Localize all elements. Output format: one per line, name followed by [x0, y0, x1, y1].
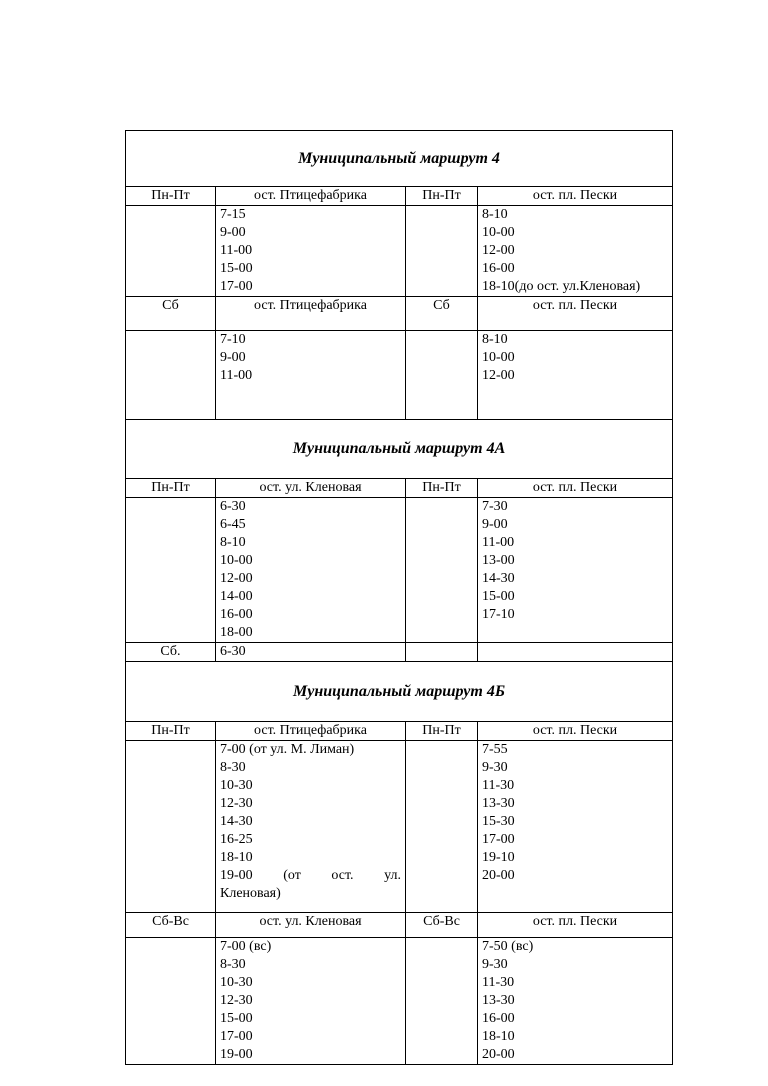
- departure-time: 9-30: [482, 957, 508, 972]
- departure-time: 13-30: [482, 796, 515, 811]
- empty-cell: [406, 938, 478, 1065]
- departure-time: 20-00: [482, 1047, 515, 1062]
- empty-cell: [126, 498, 216, 643]
- times-cell: [478, 206, 673, 297]
- departure-time: 8-30: [220, 760, 246, 775]
- stop-header: ост. Птицефабрика: [216, 297, 406, 331]
- departure-time: 11-00: [220, 368, 253, 383]
- day-label: Сб-Вс: [126, 913, 216, 938]
- departure-time: 7-30: [482, 499, 508, 514]
- stop-header: ост. пл. Пески: [478, 913, 673, 938]
- departure-time: 7-00 (от ул. М. Лиман): [220, 742, 355, 757]
- departure-time: 14-30: [220, 814, 253, 829]
- empty-cell: [126, 938, 216, 1065]
- schedule-table: [125, 130, 673, 1065]
- departure-time: 10-00: [220, 553, 253, 568]
- departure-time: 10-30: [220, 778, 253, 793]
- departure-time: 13-30: [482, 993, 515, 1008]
- departure-time: 10-00: [482, 350, 515, 365]
- departure-time: 11-30: [482, 778, 515, 793]
- departure-time-continuation: Кленовая): [220, 886, 281, 901]
- departure-time: 17-00: [482, 832, 515, 847]
- departure-time: 17-10: [482, 607, 515, 622]
- departure-time: 11-30: [482, 975, 515, 990]
- stop-header: ост. Птицефабрика: [216, 187, 406, 206]
- route-title: Муниципальный маршрут 4Б: [126, 662, 673, 722]
- times-cell: [216, 741, 406, 913]
- day-label: Сб: [126, 297, 216, 331]
- departure-time: 11-00: [482, 535, 515, 550]
- departure-time: 17-00: [220, 1029, 253, 1044]
- departure-time: 16-00: [482, 1011, 515, 1026]
- departure-time: 14-00: [220, 589, 253, 604]
- departure-time: 18-10: [220, 850, 253, 865]
- departure-time: 18-10(до ост. ул.Кленовая): [482, 279, 641, 294]
- time-word: ул.: [384, 868, 401, 883]
- times-cell: [478, 741, 673, 913]
- day-label: Пн-Пт: [126, 479, 216, 498]
- day-label: Пн-Пт: [406, 722, 478, 741]
- departure-time: 8-30: [220, 957, 246, 972]
- departure-time: 15-30: [482, 814, 515, 829]
- departure-time: 14-30: [482, 571, 515, 586]
- departure-time: 16-00: [482, 261, 515, 276]
- departure-time: 15-00: [482, 589, 515, 604]
- departure-time-justified: [220, 867, 401, 885]
- departure-time: 18-10: [482, 1029, 515, 1044]
- departure-time: 12-30: [220, 796, 253, 811]
- departure-time: 9-00: [482, 517, 508, 532]
- day-label: Пн-Пт: [126, 722, 216, 741]
- empty-cell: [126, 331, 216, 420]
- times-cell: [216, 206, 406, 297]
- departure-time: 9-30: [482, 760, 508, 775]
- day-label: Сб: [406, 297, 478, 331]
- empty-cell: [126, 206, 216, 297]
- empty-cell: [406, 643, 478, 662]
- time-word: 19-00: [220, 868, 253, 883]
- departure-time: 6-30: [220, 499, 246, 514]
- time-word: (от: [283, 868, 301, 883]
- stop-header: ост. пл. Пески: [478, 479, 673, 498]
- empty-cell: [126, 741, 216, 913]
- stop-header: ост. ул. Кленовая: [216, 913, 406, 938]
- departure-time: 8-10: [482, 207, 508, 222]
- day-label: Пн-Пт: [406, 187, 478, 206]
- departure-time: 15-00: [220, 1011, 253, 1026]
- day-label: Сб-Вс: [406, 913, 478, 938]
- departure-time: 16-00: [220, 607, 253, 622]
- day-label: Пн-Пт: [126, 187, 216, 206]
- departure-time: 10-30: [220, 975, 253, 990]
- stop-header: ост. пл. Пески: [478, 187, 673, 206]
- departure-time: 18-00: [220, 625, 253, 640]
- departure-time: 7-00 (вс): [220, 939, 272, 954]
- departure-time: 8-10: [482, 332, 508, 347]
- times-cell: [478, 938, 673, 1065]
- stop-header: ост. ул. Кленовая: [216, 479, 406, 498]
- times-cell: [216, 331, 406, 420]
- departure-time: 12-00: [482, 368, 515, 383]
- departure-time: 7-50 (вс): [482, 939, 534, 954]
- route-title: Муниципальный маршрут 4: [126, 131, 673, 187]
- departure-time: 12-30: [220, 993, 253, 1008]
- times-cell: [478, 498, 673, 643]
- departure-time: 6-30: [216, 643, 406, 662]
- departure-time: 7-15: [220, 207, 246, 222]
- empty-cell: [406, 331, 478, 420]
- departure-time: 12-00: [220, 571, 253, 586]
- departure-time: 12-00: [482, 243, 515, 258]
- departure-time: 16-25: [220, 832, 253, 847]
- day-label: Сб.: [126, 643, 216, 662]
- empty-cell: [406, 498, 478, 643]
- times-cell: [478, 331, 673, 420]
- empty-cell: [406, 741, 478, 913]
- departure-time: 13-00: [482, 553, 515, 568]
- departure-time: 7-55: [482, 742, 508, 757]
- departure-time: 17-00: [220, 279, 253, 294]
- day-label: Пн-Пт: [406, 479, 478, 498]
- departure-time: 19-00: [220, 1047, 253, 1062]
- route-title: Муниципальный маршрут 4А: [126, 420, 673, 479]
- time-word: ост.: [331, 868, 354, 883]
- departure-time: 20-00: [482, 868, 515, 883]
- departure-time: 8-10: [220, 535, 246, 550]
- departure-time: 11-00: [220, 243, 253, 258]
- departure-time: 7-10: [220, 332, 246, 347]
- stop-header: ост. Птицефабрика: [216, 722, 406, 741]
- departure-time: 9-00: [220, 350, 246, 365]
- stop-header: ост. пл. Пески: [478, 297, 673, 331]
- empty-cell: [478, 643, 673, 662]
- departure-time: 9-00: [220, 225, 246, 240]
- times-cell: [216, 498, 406, 643]
- departure-time: 10-00: [482, 225, 515, 240]
- departure-time: 19-10: [482, 850, 515, 865]
- empty-cell: [406, 206, 478, 297]
- times-cell: [216, 938, 406, 1065]
- departure-time: 6-45: [220, 517, 246, 532]
- departure-time: 15-00: [220, 261, 253, 276]
- stop-header: ост. пл. Пески: [478, 722, 673, 741]
